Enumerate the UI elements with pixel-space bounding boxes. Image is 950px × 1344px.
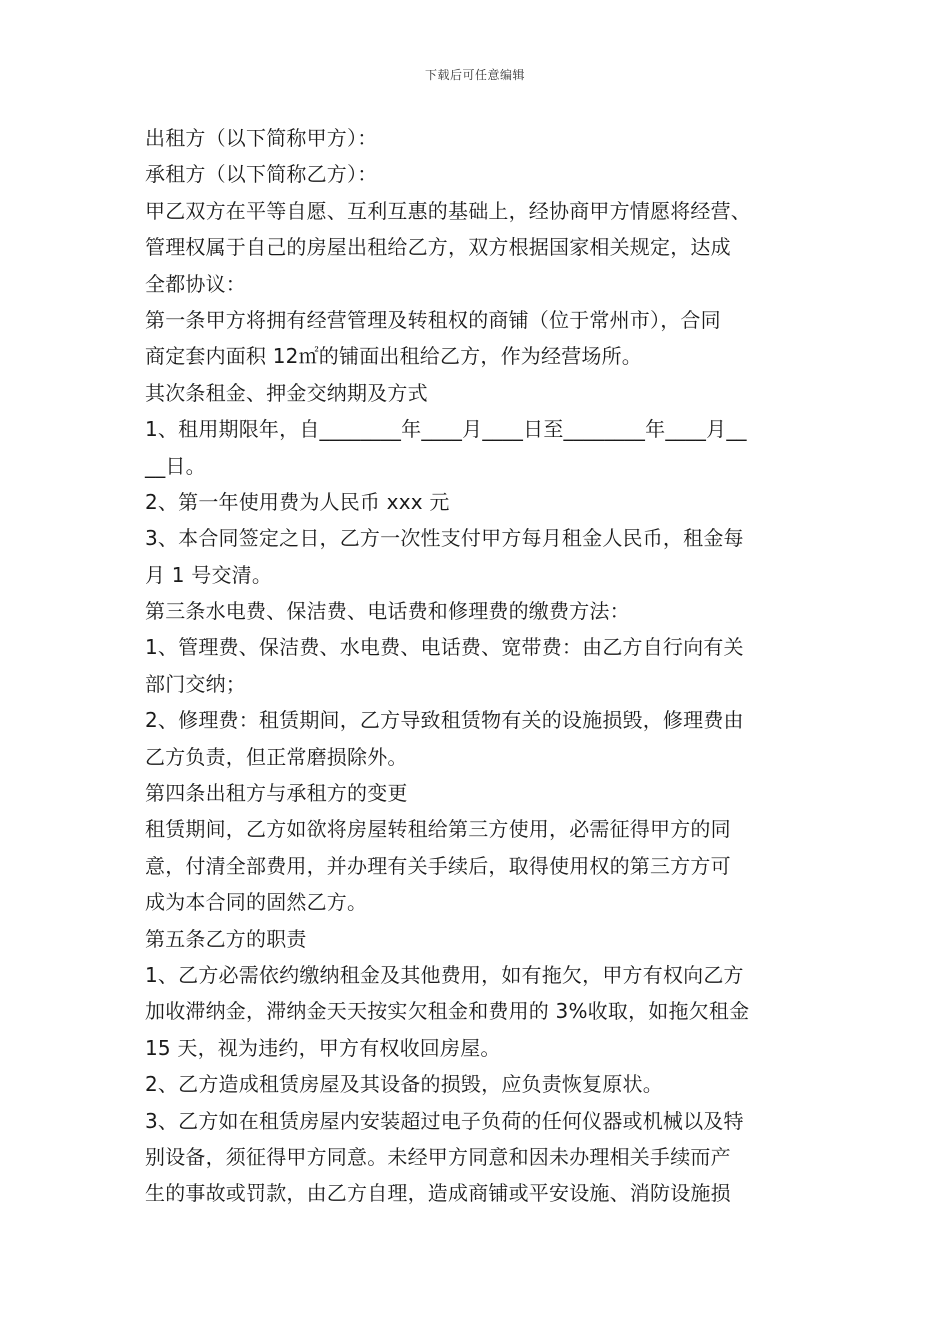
- section-heading: 第三条水电费、保洁费、电话费和修理费的缴费方法：: [145, 599, 630, 624]
- section-heading: 第四条出租方与承租方的变更: [145, 781, 408, 806]
- text-line: 甲乙双方在平等自愿、互利互惠的基础上，经协商甲方情愿将经营、: [145, 198, 751, 223]
- text-line: 2、修理费：租赁期间，乙方导致租赁物有关的设施损毁，修理费由: [145, 708, 744, 733]
- section-heading: 第五条乙方的职责: [145, 926, 307, 951]
- text-line: 3、乙方如在租赁房屋内安装超过电子负荷的任何仪器或机械以及特: [145, 1108, 744, 1133]
- text-line: 全都协议：: [145, 271, 246, 296]
- text-line: 意，付清全部费用，并办理有关手续后，取得使用权的第三方方可: [145, 853, 731, 878]
- text-line: 第一条甲方将拥有经营管理及转租权的商铺（位于常州市），合同: [145, 307, 721, 332]
- section-heading: 其次条租金、押金交纳期及方式: [145, 380, 428, 405]
- text-line: 乙方负责，但正常磨损除外。: [145, 744, 408, 769]
- text-line: 承租方（以下简称乙方）：: [145, 162, 378, 187]
- text-line: 出租方（以下简称甲方）：: [145, 126, 378, 150]
- text-line: 部门交纳；: [145, 671, 246, 696]
- text-line: 生的事故或罚款，由乙方自理，造成商铺或平安设施、消防设施损: [145, 1181, 731, 1206]
- text-line: __日。: [145, 453, 206, 478]
- text-line: 月 1 号交清。: [145, 562, 273, 587]
- text-line: 3、本合同签定之日，乙方一次性支付甲方每月租金人民币，租金每: [145, 526, 744, 551]
- text-line: 15 天，视为违约，甲方有权收回房屋。: [145, 1035, 501, 1060]
- text-line: 2、乙方造成租赁房屋及其设备的损毁，应负责恢复原状。: [145, 1072, 663, 1097]
- text-line: 1、租用期限年，自________年____月____日至________年____月__: [145, 417, 747, 442]
- page-header: 下载后可任意编辑: [424, 68, 525, 82]
- text-line: 管理权属于自己的房屋出租给乙方，双方根据国家相关规定，达成: [145, 235, 731, 260]
- text-line: 加收滞纳金，滞纳金天天按实欠租金和费用的 3%收取，如拖欠租金: [145, 999, 750, 1024]
- text-line: 租赁期间，乙方如欲将房屋转租给第三方使用，必需征得甲方的同: [145, 817, 731, 842]
- text-line: 成为本合同的固然乙方。: [145, 890, 368, 915]
- contract-body: [145, 120, 810, 1212]
- text-line: 2、第一年使用费为人民币 xxx 元: [145, 489, 450, 514]
- text-line: 商定套内面积 12㎡的铺面出租给乙方，作为经营场所。: [145, 344, 643, 369]
- text-line: 1、乙方必需依约缴纳租金及其他费用，如有拖欠，甲方有权向乙方: [145, 962, 744, 987]
- text-line: 1、管理费、保洁费、水电费、电话费、宽带费：由乙方自行向有关: [145, 635, 744, 660]
- text-line: 别设备，须征得甲方同意。未经甲方同意和因未办理相关手续而产: [145, 1144, 731, 1169]
